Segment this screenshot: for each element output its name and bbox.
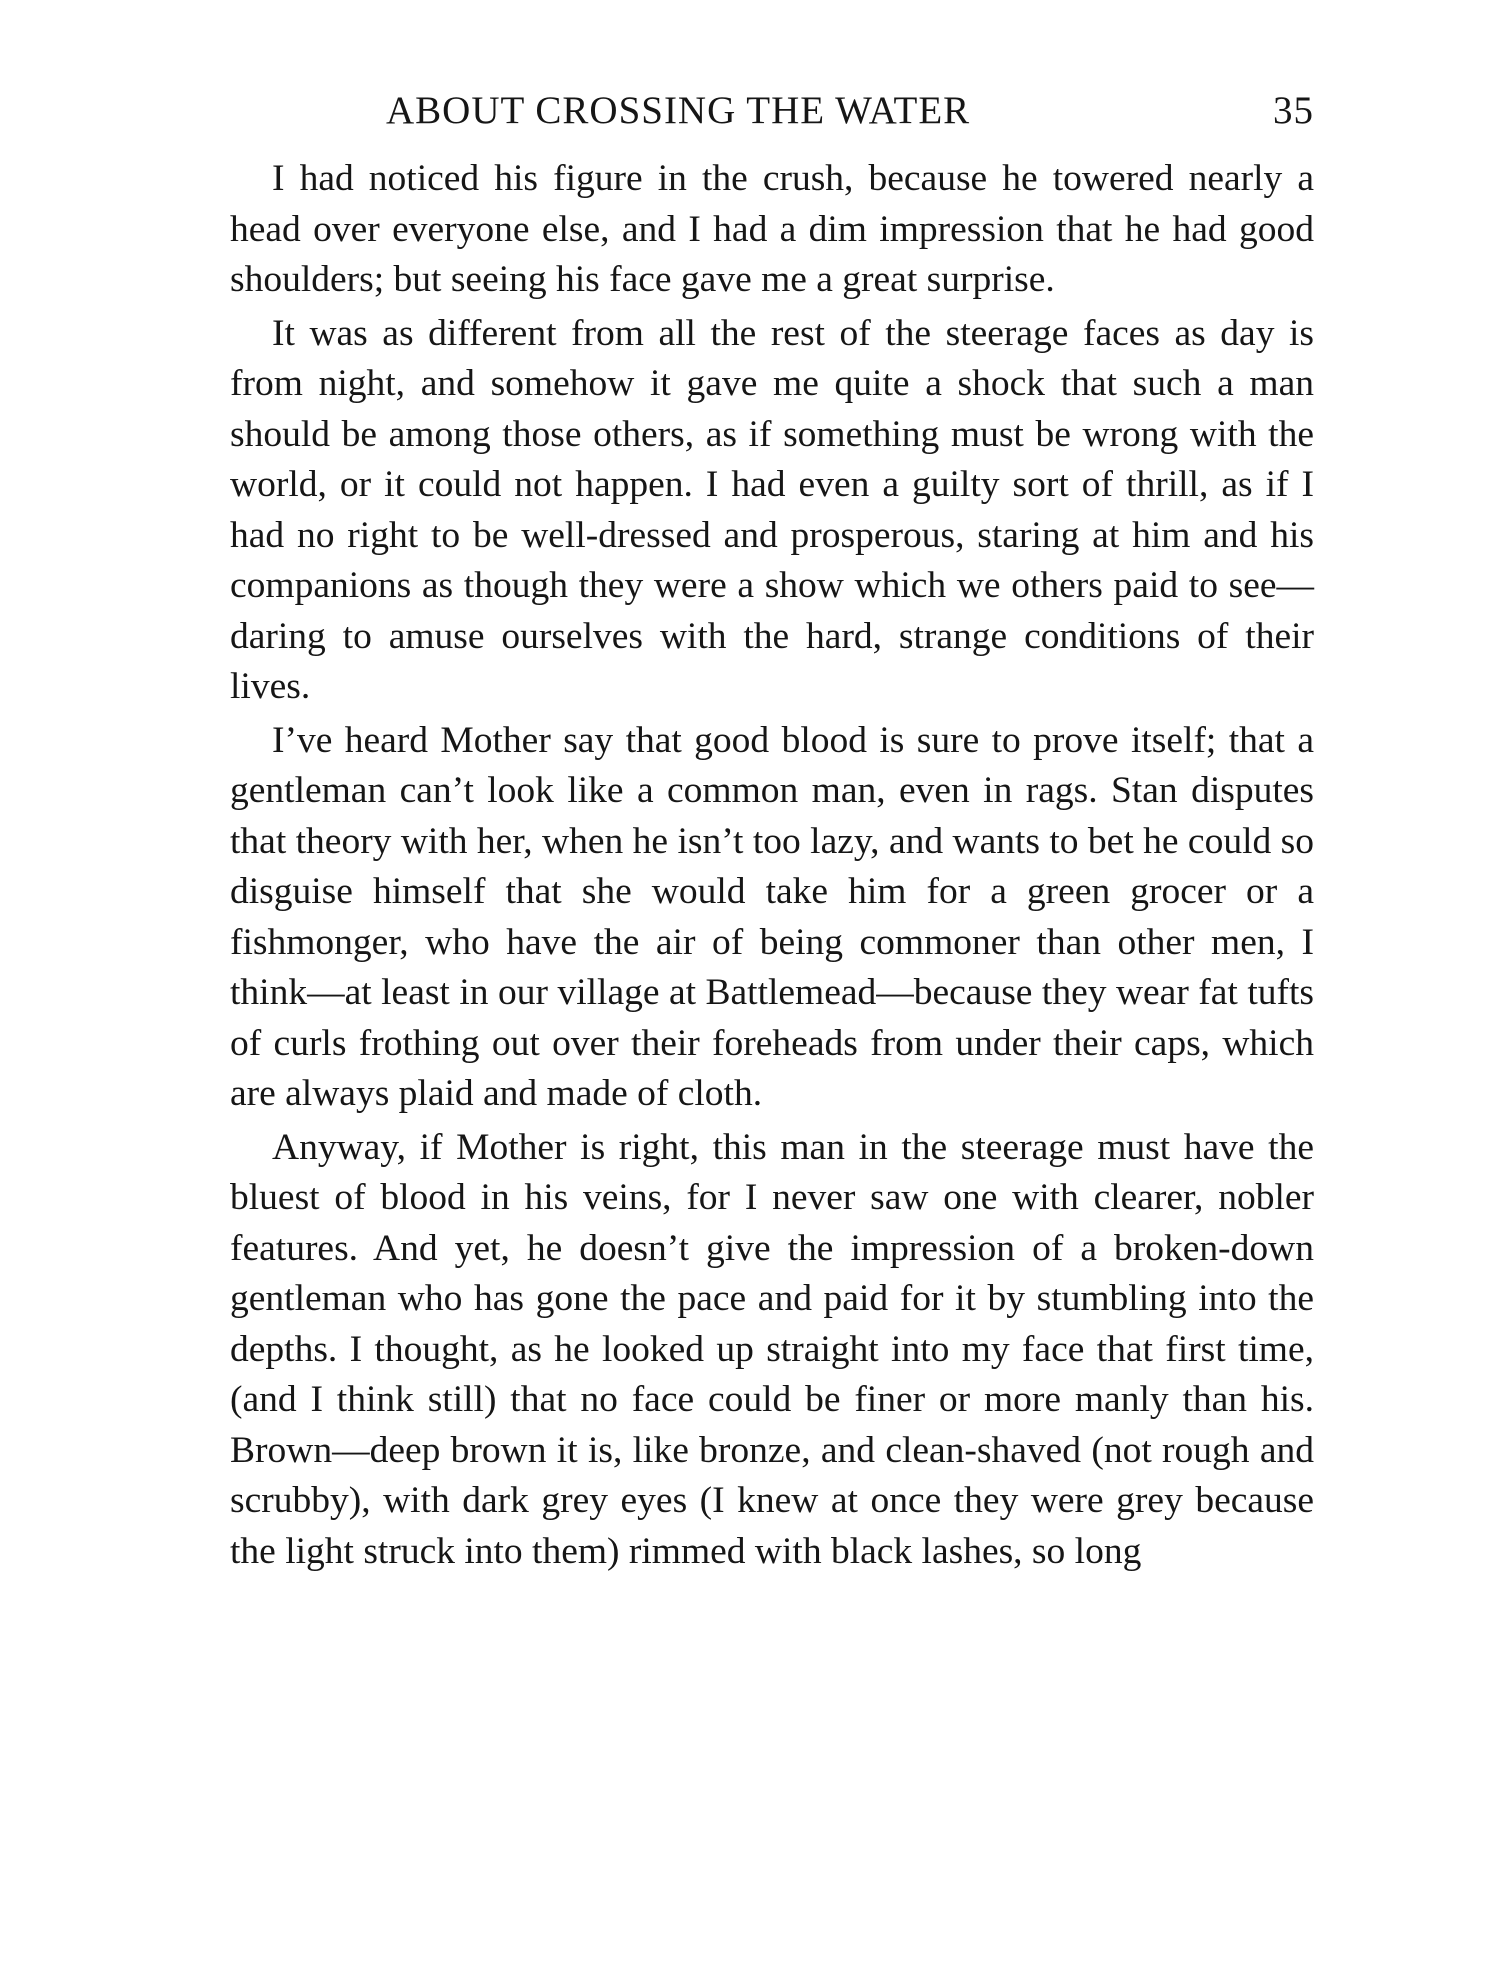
book-page [230,88,1314,1888]
paragraph-3: I’ve heard Mother say that good blood is sure to prove itself; that a gentleman can’t look like a common man, even in rags. Stan disputes that theory with her, when he isn’t too lazy, and wants to bet he could so disguise himself that she would take him for a green grocer or a fishmonger, who have the air of being commoner than other men, I think—at least in our village at Battlemead—because they wear fat tufts of curls frothing out over their foreheads from under their caps, which are always plaid and made of cloth. [230,719,1314,1114]
page-number: 35 [1273,89,1314,132]
running-title: ABOUT CROSSING THE WATER [386,89,971,132]
running-head [230,88,1314,144]
paragraph-2: It was as different from all the rest of the steerage faces as day is from night, and somehow it gave me quite a shock that such a man should be among those others, as if something must be wrong with the world, or it could not happen. I had even a guilty sort of thrill, as if I had no right to be well-dressed and prosperous, staring at him and his companions as though they were a show which we others paid to see—daring to amuse ourselves with the hard, strange conditions of their lives. [230,312,1314,707]
paragraph-4: Anyway, if Mother is right, this man in the steerage must have the bluest of blood in his veins, for I never saw one with clearer, nobler features. And yet, he doesn’t give the impression of a broken-down gentleman who has gone the pace and paid for it by stumbling into the depths. I thought, as he looked up straight into my face that first time, (and I think still) that no face could be finer or more manly than his. Brown—deep brown it is, like bronze, and clean-shaved (not rough and scrubby), with dark grey eyes (I knew at once they were grey because the light struck into them) rimmed with black lashes, so long [230,1126,1314,1572]
body-text [230,154,1314,1577]
paragraph-1: I had noticed his figure in the crush, because he towered nearly a head over everyone else, and I had a dim impression that he had good shoulders; but seeing his face gave me a great surprise. [230,158,1314,300]
